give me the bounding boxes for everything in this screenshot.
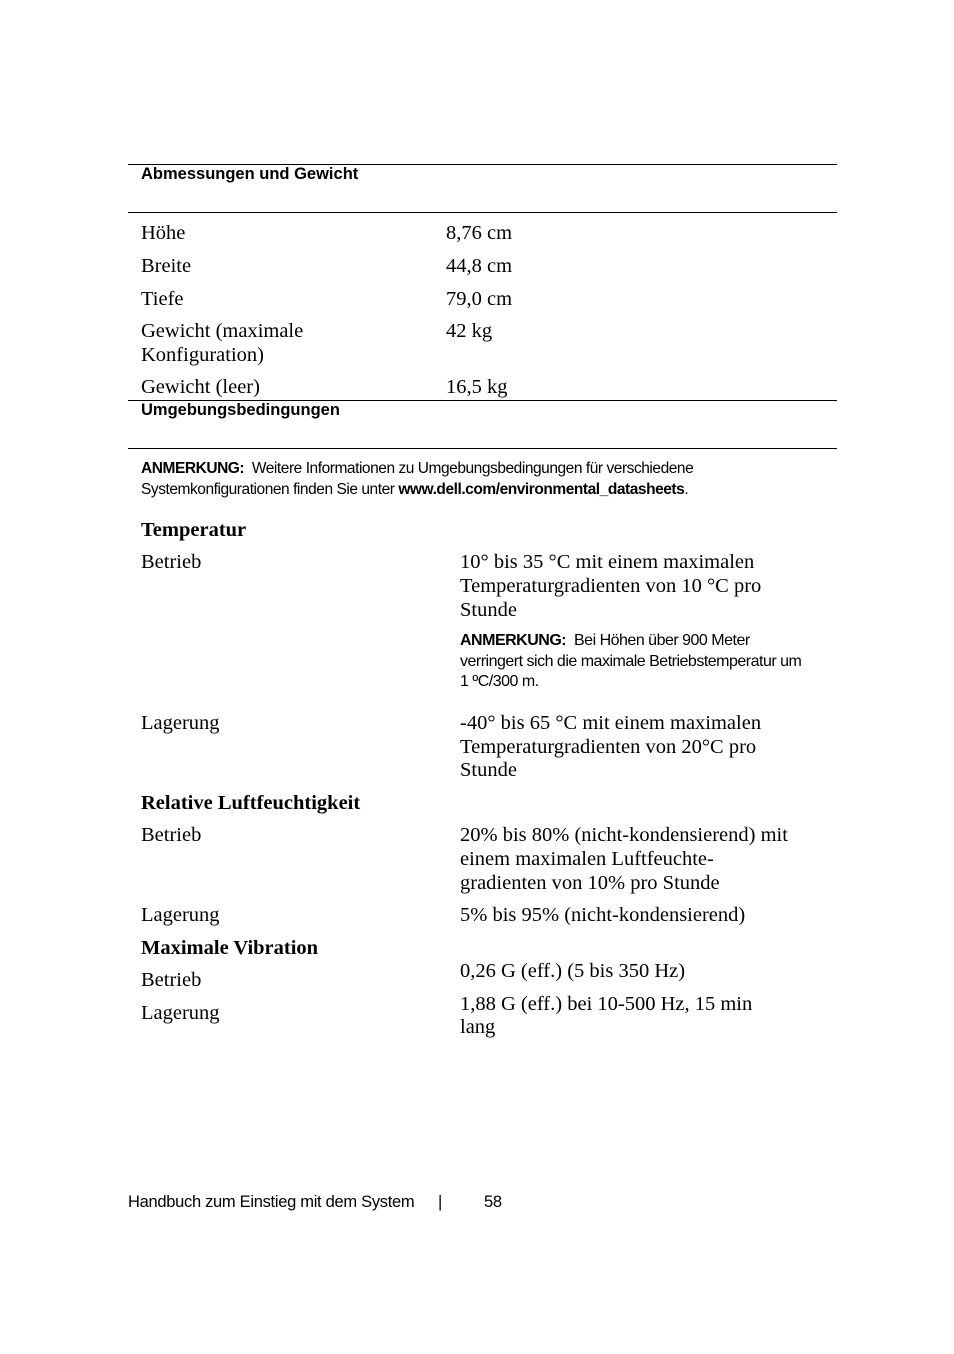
- datasheet-link[interactable]: www.dell.com/environmental_datasheets: [398, 481, 685, 498]
- environment-note-line1: [141, 458, 693, 479]
- note-suffix: .: [684, 481, 689, 498]
- operating-note-line2: verringert sich die maximale Betriebstemperatur um: [460, 653, 802, 670]
- temperature-storage-label: Lagerung: [141, 712, 220, 734]
- humidity-storage-label: Lagerung: [141, 904, 220, 926]
- humidity-operating-label: Betrieb: [141, 824, 202, 846]
- vibration-operating-value: 0,26 G (eff.) (5 bis 350 Hz): [460, 960, 686, 982]
- note-text: Weitere Informationen zu Umgebungsbedingungen für verschiedene: [251, 460, 694, 477]
- humidity-operating-value-line2: einem maximalen Luftfeuchte-: [460, 848, 714, 870]
- footer-title: Handbuch zum Einstieg mit dem System: [128, 1193, 415, 1211]
- row-label-max-weight-line1: Gewicht (maximale: [141, 320, 304, 342]
- footer-separator: |: [438, 1193, 442, 1211]
- temperature-storage-value-line2: Temperaturgradienten von 20°C pro: [460, 736, 757, 758]
- note-prefix: ANMERKUNG:: [460, 632, 567, 649]
- temperature-operating-label: Betrieb: [141, 551, 202, 573]
- vibration-storage-value-line2: lang: [460, 1016, 496, 1038]
- section-header-rule: [128, 212, 837, 213]
- vibration-storage-label: Lagerung: [141, 1002, 220, 1024]
- vibration-storage-value-line1: 1,88 G (eff.) bei 10-500 Hz, 15 min: [460, 993, 753, 1015]
- row-value-empty-weight: 16,5 kg: [446, 376, 508, 398]
- vibration-heading: Maximale Vibration: [141, 937, 319, 959]
- humidity-heading: Relative Luftfeuchtigkeit: [141, 792, 361, 814]
- row-value-max-weight: 42 kg: [446, 320, 493, 342]
- environment-note-line2: [141, 479, 688, 500]
- temperature-storage-value-line3: Stunde: [460, 759, 517, 781]
- temperature-operating-value-line1: 10° bis 35 °C mit einem maximalen: [460, 551, 755, 573]
- note-prefix: ANMERKUNG:: [141, 460, 245, 477]
- temperature-storage-value-line1: -40° bis 65 °C mit einem maximalen: [460, 712, 762, 734]
- section-header-rule: [128, 448, 837, 449]
- vibration-operating-label: Betrieb: [141, 969, 202, 991]
- temperature-operating-value-line3: Stunde: [460, 599, 517, 621]
- row-label-width: Breite: [141, 255, 192, 277]
- humidity-operating-value-line3: gradienten von 10% pro Stunde: [460, 872, 720, 894]
- row-label-height: Höhe: [141, 222, 186, 244]
- row-label-depth: Tiefe: [141, 288, 184, 310]
- temperature-operating-value-line2: Temperaturgradienten von 10 °C pro: [460, 575, 762, 597]
- temperature-heading: Temperatur: [141, 519, 247, 541]
- operating-note-line1: [460, 631, 750, 652]
- humidity-operating-value-line1: 20% bis 80% (nicht-kondensierend) mit: [460, 824, 788, 846]
- note-text: Bei Höhen über 900 Meter: [574, 632, 750, 649]
- note-text: Systemkonfigurationen finden Sie unter: [141, 481, 395, 498]
- row-label-empty-weight: Gewicht (leer): [141, 376, 260, 398]
- section-title-environment: Umgebungsbedingungen: [141, 401, 340, 419]
- section-title-dimensions: Abmessungen und Gewicht: [141, 165, 359, 183]
- row-value-depth: 79,0 cm: [446, 288, 513, 310]
- row-value-height: 8,76 cm: [446, 222, 513, 244]
- operating-note-line3: 1 ºC/300 m.: [460, 673, 539, 690]
- footer-page-number: 58: [484, 1193, 502, 1211]
- row-value-width: 44,8 cm: [446, 255, 513, 277]
- humidity-storage-value: 5% bis 95% (nicht-kondensierend): [460, 904, 746, 926]
- row-label-max-weight-line2: Konfiguration): [141, 344, 264, 366]
